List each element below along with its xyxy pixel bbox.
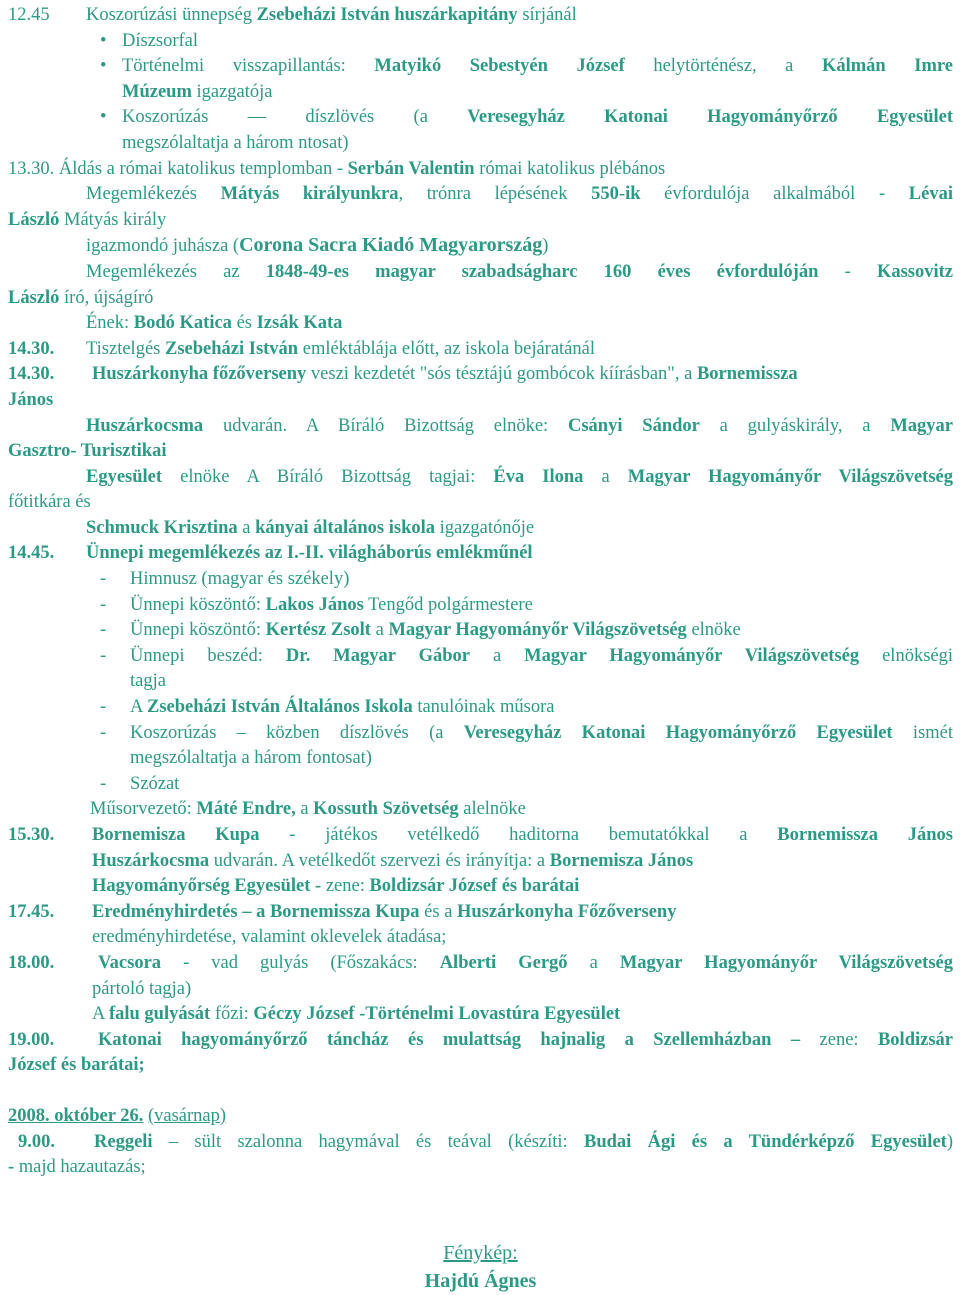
dash-item: [8, 772, 953, 798]
name-bold: Kálmán Imre: [821, 56, 953, 77]
text: majd hazautazás;: [14, 1157, 146, 1178]
name-bold: Huszárkonyha főzőverseny: [92, 364, 307, 385]
date-bold: 2008. október 26.: [8, 1105, 144, 1126]
dash-marker: -: [100, 620, 107, 641]
name-bold: Lakos János: [265, 594, 364, 615]
time-label: 13.30.: [8, 158, 55, 179]
bullet-item: [8, 29, 953, 55]
text: Koszorúzási ünnepség: [86, 5, 257, 25]
text-line: [8, 516, 953, 542]
text-line: [8, 131, 953, 157]
text: és: [231, 313, 257, 334]
text: Szózat: [130, 773, 180, 794]
text: igazgatója: [191, 81, 273, 102]
name-bold: Ünnepi megemlékezés az I.-II.: [86, 543, 324, 564]
text: elnöke: [686, 620, 741, 641]
text: ): [542, 236, 549, 257]
text-line: [8, 260, 953, 286]
text: zene:: [800, 1029, 878, 1050]
text: a: [583, 466, 628, 487]
text: elnökségi: [859, 645, 953, 666]
time-label: 17.45.: [8, 901, 55, 922]
time-label: 9.00.: [18, 1131, 55, 1152]
name-bold: Boldizsár: [877, 1029, 953, 1050]
time-label: 15.30.: [8, 825, 55, 845]
text-line: [8, 233, 953, 260]
program-line: [8, 1028, 953, 1054]
text: igazgatónője: [435, 517, 535, 538]
dash-marker: -: [8, 1157, 15, 1178]
text-line: [8, 977, 953, 1003]
text: pártoló tagja): [92, 978, 192, 999]
name-bold: Huszárkonyha Főzőverseny: [457, 901, 677, 922]
text: helytörténész, a: [624, 56, 822, 77]
text: főtitkára és: [8, 492, 91, 513]
name-bold: Veresegyház Katonai Hagyományőrző Egyesület: [463, 722, 893, 743]
dash-item: [8, 567, 953, 593]
dash-marker: -: [100, 569, 107, 590]
text: a: [567, 952, 620, 973]
document-page: [8, 3, 953, 1295]
dash-item: [8, 593, 953, 619]
text: A: [130, 697, 147, 718]
name-bold: Serbán Valentin: [347, 158, 475, 179]
text: a gulyáskirály, a: [699, 415, 891, 436]
name-bold: Múzeum: [122, 81, 192, 102]
text: -: [818, 261, 877, 282]
text: Ének:: [86, 313, 134, 334]
program-line: [8, 823, 953, 849]
text: , trónra lépésének: [398, 184, 592, 205]
text: Megemlékezés az: [86, 261, 266, 282]
dash-marker: -: [100, 722, 107, 743]
text: - vad gulyás (Főszakács:: [161, 952, 440, 973]
dash-item: [8, 618, 953, 644]
name-bold: Schmuck Krisztina: [86, 517, 238, 538]
text: igazmondó juhásza (: [86, 236, 240, 257]
text-line: [8, 388, 953, 414]
text-line: [8, 208, 953, 234]
name-bold: Huszárkocsma: [86, 415, 204, 436]
publisher-bold: Corona Sacra Kiadó Magyarország: [239, 234, 543, 257]
name-bold: Zsebeházi István: [164, 338, 299, 359]
text: tagja: [130, 671, 166, 692]
name-bold: Izsák Kata: [256, 313, 343, 334]
text: veszi kezdetét "sós tésztájú gombócok kíírásban", a: [306, 364, 697, 385]
name-bold: Magyar Hagyományőr Világszövetség: [619, 952, 953, 973]
text: a: [295, 799, 314, 820]
name-bold: Boldizsár József és barátai: [369, 876, 580, 897]
text: tanulóinak műsora: [412, 697, 555, 718]
text: emléktáblája előtt, az iskola bejáratánál: [298, 338, 595, 359]
name-bold: Géczy József -Történelmi Lovastúra Egyesület: [253, 1004, 621, 1025]
text: udvarán. A Bíráló Bizottság elnöke:: [203, 415, 568, 436]
time-label: 19.00.: [8, 1029, 55, 1050]
text-line: [8, 286, 953, 312]
text: író, újságíró: [59, 287, 154, 308]
name-bold: Bornemissza: [696, 364, 798, 385]
name-bold: Bornemisza János: [549, 850, 694, 871]
text: eredményhirdetése, valamint oklevelek átadása;: [92, 927, 447, 948]
name-bold: Zsebeházi István Általános Iskola: [146, 697, 413, 718]
text: Ünnepi beszéd:: [130, 645, 286, 666]
text: Tengőd polgármestere: [363, 594, 533, 615]
program-line: [8, 362, 953, 388]
text-line: [8, 874, 953, 900]
name-bold: Vacsora: [98, 952, 162, 973]
bullet-icon: •: [100, 107, 107, 128]
name-bold: Magyar Hagyományőr Világszövetség: [524, 645, 860, 666]
name-bold: József és barátai;: [8, 1055, 145, 1076]
text: Mátyás király: [59, 209, 167, 230]
bullet-item: [8, 105, 953, 131]
bullet-icon: •: [100, 30, 107, 51]
name-bold: Bodó Katica: [133, 313, 232, 334]
name-bold: Dr. Magyar Gábor: [285, 645, 470, 666]
name-bold: Magyar: [890, 415, 953, 436]
text: megszólaltatja a három ntosat): [122, 132, 349, 153]
name-bold: Éva Ilona: [493, 466, 584, 487]
text: ): [946, 1131, 953, 1152]
photo-credit-name: [8, 1267, 953, 1295]
name-bold: Eredményhirdetés – a Bornemissza Kupa: [92, 901, 420, 922]
name-bold: Budai Ági és a Tündérképző Egyesület: [584, 1131, 947, 1152]
name-bold: Kertész Zsolt: [265, 620, 371, 641]
text-line: [8, 1002, 953, 1028]
name-bold: falu gulyását: [108, 1004, 211, 1025]
name-bold: Magyar Hagyományőr Világszövetség: [388, 620, 687, 641]
text-line: [8, 669, 953, 695]
text: Áldás a római katolikus templomban -: [54, 158, 348, 179]
text-line: [8, 925, 953, 951]
text: Történelmi visszapillantás:: [122, 56, 375, 77]
dash-item: [8, 695, 953, 721]
text-line: [8, 182, 953, 208]
text-line: [8, 414, 953, 440]
text-line: [8, 490, 953, 516]
name-bold: Matyikó Sebestyén József: [374, 56, 625, 77]
name-bold: Alberti Gergő: [439, 952, 568, 973]
dash-item: [8, 644, 953, 670]
name-bold: Egyesület: [86, 466, 163, 487]
text: - játékos vetélkedő haditorna bemutatókkal a: [259, 825, 778, 845]
text: Himnusz (magyar és székely): [130, 569, 350, 590]
text-line: [8, 1155, 953, 1181]
name-bold: kányai általános iskola: [255, 517, 435, 538]
text-line: [8, 80, 953, 106]
program-line: [8, 157, 953, 183]
dash-item: [8, 721, 953, 747]
text: Koszorúzás – közben díszlövés (a: [130, 722, 464, 743]
text: a: [237, 517, 256, 538]
name-bold: Csányi Sándor: [568, 415, 700, 436]
dash-marker: -: [100, 773, 107, 794]
text: évfordulója alkalmából -: [640, 184, 909, 205]
text: főzi:: [210, 1004, 254, 1025]
text: zene:: [321, 876, 370, 897]
time-label: 14.45.: [8, 543, 55, 564]
name-bold: Gasztro- Turisztikai: [8, 441, 167, 462]
program-line: [8, 3, 953, 29]
text: megszólaltatja a három fontosat): [130, 748, 372, 769]
text: Műsorvezető:: [90, 799, 197, 820]
name-bold: 550-ik: [591, 184, 641, 205]
text: ismét: [892, 722, 953, 743]
name-bold: Bornemissza János: [777, 825, 953, 845]
name-bold: Kossuth Szövetség: [313, 799, 459, 820]
dash-marker: -: [100, 594, 107, 615]
name-bold: Lévai: [908, 184, 953, 205]
bullet-item: [8, 54, 953, 80]
name-bold: Máté Endre,: [196, 799, 296, 820]
time-label: 18.00.: [8, 952, 55, 973]
text: a: [469, 645, 525, 666]
program-line: [8, 951, 953, 977]
text: sírjánál: [517, 5, 577, 25]
text-line: [8, 439, 953, 465]
time-label: 12.45: [8, 5, 50, 25]
program-line: [8, 900, 953, 926]
text: – sült szalonna hagymával és teával (készíti:: [152, 1131, 584, 1152]
text-line: [8, 465, 953, 491]
name-bold: 1848-49-es magyar szabadságharc 160 éves évfordulóján: [265, 261, 819, 282]
program-line: [8, 337, 953, 363]
date-heading: [8, 1104, 953, 1130]
text: Koszorúzás — díszlövés (a: [122, 107, 468, 128]
dash-marker: -: [100, 697, 107, 718]
program-line: [8, 541, 953, 567]
name-bold: világháborús emlékműnél: [328, 543, 533, 564]
text: elnöke A Bíráló Bizottság tagjai:: [162, 466, 494, 487]
time-label: 14.30.: [8, 338, 55, 359]
text: Ünnepi köszöntő:: [130, 620, 266, 641]
time-label: 14.30.: [8, 364, 55, 385]
name-bold: László: [8, 209, 60, 230]
name-bold: Mátyás királyunkra: [220, 184, 399, 205]
name-bold: Zsebeházi István huszárkapitány: [256, 5, 518, 25]
name-bold: Reggeli: [94, 1131, 153, 1152]
text: a: [370, 620, 389, 641]
text: udvarán. A vetélkedőt szervezi és irányítja: a: [209, 850, 550, 871]
name-bold: Hagyományőrség Egyesület -: [92, 876, 322, 897]
name-bold: Veresegyház Katonai Hagyományőrző Egyesület: [467, 107, 953, 128]
text-line: [8, 797, 953, 823]
text: alelnöke: [458, 799, 526, 820]
text-line: [8, 849, 953, 875]
text: Megemlékezés: [86, 184, 221, 205]
name-bold: Kassovitz: [876, 261, 953, 282]
name-bold: János: [8, 389, 54, 410]
text: A: [92, 1004, 109, 1025]
text-line: [8, 1053, 953, 1079]
dash-marker: -: [100, 645, 107, 666]
text: Tisztelgés: [86, 338, 165, 359]
name-bold: László: [8, 287, 60, 308]
photo-credit-label: Fénykép:: [443, 1241, 518, 1264]
photographer-name: Hajdú Ágnes: [424, 1269, 537, 1292]
text-line: [8, 746, 953, 772]
name-bold: Bornemisza Kupa: [92, 825, 260, 845]
name-bold: Huszárkocsma: [92, 850, 210, 871]
bullet-icon: •: [100, 56, 107, 77]
name-bold: Magyar Hagyományőr Világszövetség: [627, 466, 953, 487]
program-line: [8, 1130, 953, 1156]
text: római katolikus plébános: [474, 158, 666, 179]
text: Ünnepi köszöntő:: [130, 594, 266, 615]
name-bold: Katonai hagyományőrző táncház és mulattság hajnalig a Szellemházban –: [98, 1029, 801, 1050]
text: Díszsorfal: [122, 30, 199, 51]
text: és a: [419, 901, 458, 922]
text-line: [8, 311, 953, 337]
text: (vasárnap): [147, 1105, 227, 1126]
